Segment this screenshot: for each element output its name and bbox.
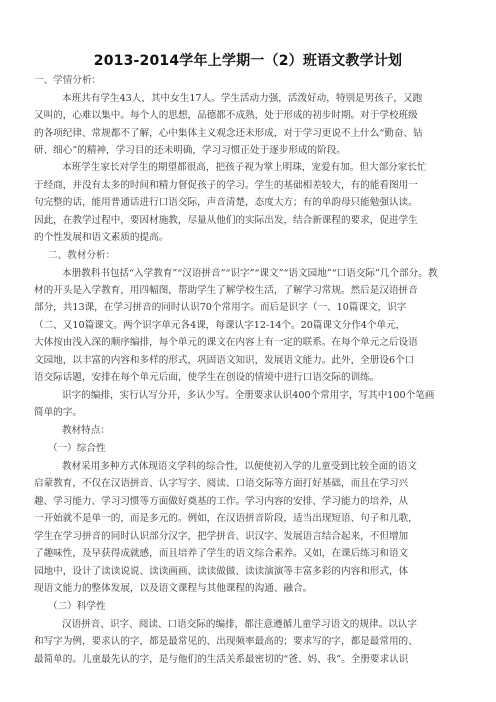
subheading-comprehensive: （一）综合性 [48,443,106,454]
paragraph-line: 汉语拼音、识字、阅读、口语交际的编排，都注意遵循儿童学习语文的规律。以认字 [62,619,417,630]
subheading-scientific: （二）科学性 [48,601,106,612]
paragraph-line: 本册教科书包括“入学教育”“汉语拼音”“识字”“课文”“语文园地”“口语交际”几个部分。教 [62,268,438,279]
paragraph-line: 学生在学习拼音的同时认识部分汉字，把学拼音、识汉字、发展语言结合起来，不但增加 [34,531,409,542]
document-title: 2013-2014学年上学期一（2）班语文教学计划 [93,53,403,69]
paragraph-line: 于经商，并没有太多的时间和精力督促孩子的学习。学生的基础相差较大，有的能看图用一 [34,180,418,191]
section-heading-textbook-analysis: 二、教材分析： [48,250,116,261]
paragraph-line: 一开始就不是单一的，而是多元的。例如，在汉语拼音阶段，适当出现短语、句子和儿歌， [34,513,418,524]
paragraph-line: 了趣味性，及早获得成就感，而且培养了学生的语文综合素养。又如，在课后练习和语文 [34,548,409,559]
subheading-textbook-features: 教材特点： [62,425,110,436]
paragraph-line: 趣、学习能力、学习习惯等方面做好奠基的工作。学习内容的安排、学习能力的培养，从 [34,496,409,507]
section-heading-student-analysis: 一、学情分析： [34,75,102,86]
paragraph-line: 文园地，以丰富的内容和多样的形式，巩固语文知识，发展语文能力。此外，全册设6个口 [34,355,415,366]
paragraph-line: 句完整的话，能用普通话进行口语交际，声音清楚，态度大方；有的单韵母只能勉强认读。 [34,197,418,208]
paragraph-line: 材的开头是入学教育，用四幅图，帮助学生了解学校生活，了解学习常规。然后是汉语拼音 [34,285,418,296]
paragraph-line: 的各项纪律、常规都不了解，心中集体主义观念还未形成，对于学习更说不上什么“勤奋、钻 [34,128,423,139]
paragraph-line: 和写字为例，要求认的字，都是最常见的、出现频率最高的；要求写的字，都是最常用的、 [34,636,418,647]
paragraph-line: 本班共有学生43人，其中女生17人。学生活动力强，活泼好动，特别是男孩子，又跑 [62,93,423,104]
paragraph-line: 识字的编排，实行认写分开，多认少写。全册要求认识400个常用字，写其中100个笔画 [62,390,435,401]
paragraph-line: 最简单的。儿童最先认的字，是与他们的生活关系最密切的“爸、妈、我”。全册要求认识 [34,654,409,665]
paragraph-line: 又叫的，心难以集中。每个人的思想，品德都不成熟，处于形成的初步时期。对于学校班级 [34,110,418,121]
paragraph-line: 部分，共13课，在学习拼音的同时认识70个常用字。而后是识字（一、10篇课文，识字 [34,302,407,313]
paragraph-line: 园地中，设计了读读说说、读读画画、读读做做、读读演演等丰富多彩的内容和形式，体 [34,566,409,577]
paragraph-line: 语交际话题，安排在每个单元后面，使学生在创设的情境中进行口语交际的训练。 [34,372,380,383]
paragraph-line: 本班学生家长对学生的期望都很高，把孩子视为掌上明珠，宠爱有加。但大部分家长忙 [62,162,427,173]
paragraph-line: 大体按由浅入深的顺序编排，每个单元的课文在内容上有一定的联系。在每个单元之后设语 [34,337,418,348]
paragraph-line: 因此，在教学过程中，要因材施教，尽量从他们的实际出发，结合新课程的要求，促进学生 [34,215,418,226]
paragraph-line: 现语文能力的整体发展，以及语文课程与其他课程的沟通、融合。 [34,583,313,594]
paragraph-line: 教材采用多种方式体现语文学科的综合性，以便使初入学的儿童受到比较全面的语文 [62,461,417,472]
paragraph-line: 启蒙教育，不仅在汉语拼音、认字写字、阅读、口语交际等方面打好基础，而且在学习兴 [34,478,409,489]
paragraph-line: 研、细心”的精神，学习目的还未明确，学习习惯正处于逐步形成的阶段。 [34,145,346,156]
paragraph-line: 的个性发展和语文素质的提高。 [34,232,169,243]
paragraph-line: 简单的字。 [34,407,82,418]
paragraph-line: （二、又10篇课文。两个识字单元各4课，每课认字12-14个。20篇课文分作4个单元， [34,320,406,331]
